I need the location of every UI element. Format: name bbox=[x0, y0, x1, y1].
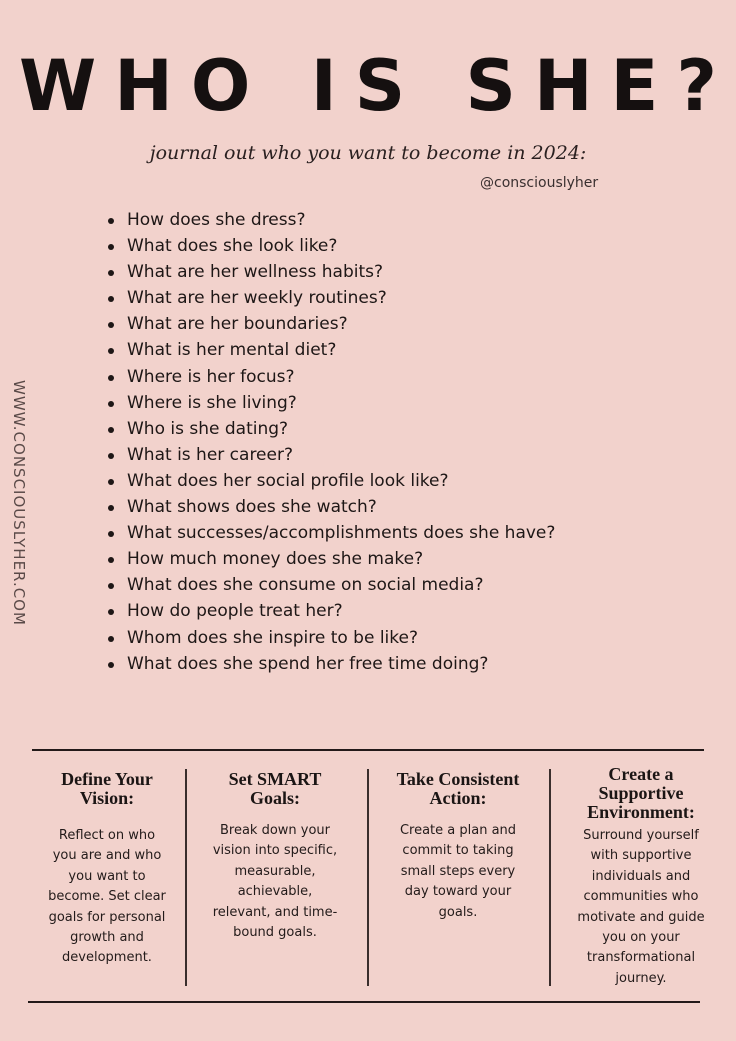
step-heading bbox=[382, 770, 534, 808]
question-item: What are her boundaries? bbox=[105, 311, 555, 337]
column-divider bbox=[185, 769, 187, 986]
step-supportive-environment bbox=[566, 765, 716, 989]
step-body bbox=[382, 821, 534, 923]
heading-line: Vision: bbox=[79, 788, 135, 808]
body-line: you want to bbox=[68, 868, 146, 884]
body-line: Create a plan and bbox=[399, 823, 517, 838]
column-divider bbox=[549, 769, 551, 986]
body-line: goals. bbox=[438, 904, 478, 920]
step-body bbox=[200, 821, 350, 943]
body-line: measurable, bbox=[234, 863, 316, 879]
step-define-vision bbox=[37, 770, 177, 969]
heading-line: Take Consistent bbox=[396, 769, 520, 789]
question-item: What shows does she watch? bbox=[105, 494, 555, 520]
website-url: WWW.CONSCIOUSLYHER.COM bbox=[10, 380, 28, 626]
heading-line: Action: bbox=[429, 788, 487, 808]
body-line: become. Set clear bbox=[48, 889, 166, 905]
question-item: What does she consume on social media? bbox=[105, 572, 555, 598]
question-list bbox=[105, 207, 555, 677]
question-item: What successes/accomplishments does she have? bbox=[105, 520, 555, 546]
body-line: journey. bbox=[615, 970, 667, 986]
body-line: Reflect on who bbox=[58, 828, 156, 843]
question-item: What does she spend her free time doing? bbox=[105, 651, 555, 677]
step-take-action bbox=[382, 770, 534, 923]
body-line: you are and who bbox=[52, 848, 162, 864]
heading-line: Create a bbox=[608, 764, 674, 784]
body-line: development. bbox=[62, 950, 152, 966]
step-heading bbox=[566, 765, 716, 822]
question-item: What is her mental diet? bbox=[105, 337, 555, 363]
body-line: motivate and guide bbox=[577, 909, 705, 925]
step-set-smart-goals bbox=[200, 770, 350, 943]
question-item: What does her social profile look like? bbox=[105, 468, 555, 494]
body-line: commit to taking bbox=[402, 843, 514, 859]
body-line: small steps every bbox=[400, 863, 516, 879]
question-item: What are her weekly routines? bbox=[105, 285, 555, 311]
column-divider bbox=[367, 769, 369, 986]
body-line: bound goals. bbox=[233, 925, 317, 941]
question-item: Whom does she inspire to be like? bbox=[105, 625, 555, 651]
question-item: Who is she dating? bbox=[105, 416, 555, 442]
question-item: How much money does she make? bbox=[105, 546, 555, 572]
body-line: Break down your bbox=[219, 823, 331, 838]
heading-line: Supportive bbox=[598, 783, 684, 803]
body-line: with supportive bbox=[590, 848, 692, 864]
body-line: Surround yourself bbox=[583, 828, 699, 843]
question-item: Where is her focus? bbox=[105, 364, 555, 390]
heading-line: Environment: bbox=[587, 802, 695, 822]
step-heading bbox=[200, 770, 350, 808]
social-handle: @consciouslyher bbox=[480, 175, 599, 191]
question-item: How does she dress? bbox=[105, 207, 555, 233]
body-line: communities who bbox=[583, 889, 699, 905]
body-line: transformational bbox=[586, 950, 696, 966]
heading-line: Define Your bbox=[61, 769, 153, 789]
step-heading bbox=[37, 770, 177, 808]
divider-bottom bbox=[28, 1001, 700, 1003]
subtitle: journal out who you want to become in 2024: bbox=[149, 142, 587, 164]
page-title: WHO IS SHE? bbox=[19, 45, 735, 127]
body-line: goals for personal bbox=[48, 909, 166, 925]
body-line: day toward your bbox=[404, 884, 512, 900]
question-item: What is her career? bbox=[105, 442, 555, 468]
heading-line: Goals: bbox=[249, 788, 300, 808]
step-body bbox=[566, 826, 716, 989]
question-item: How do people treat her? bbox=[105, 598, 555, 624]
divider-top bbox=[32, 749, 704, 751]
body-line: vision into specific, bbox=[212, 843, 338, 859]
body-line: growth and bbox=[70, 930, 144, 946]
question-item: What does she look like? bbox=[105, 233, 555, 259]
question-item: What are her wellness habits? bbox=[105, 259, 555, 285]
body-line: you on your bbox=[602, 930, 680, 946]
body-line: relevant, and time- bbox=[212, 904, 338, 920]
heading-line: Set SMART bbox=[228, 769, 322, 789]
question-item: Where is she living? bbox=[105, 390, 555, 416]
body-line: individuals and bbox=[591, 868, 691, 884]
step-body bbox=[37, 826, 177, 969]
body-line: achievable, bbox=[237, 884, 313, 900]
